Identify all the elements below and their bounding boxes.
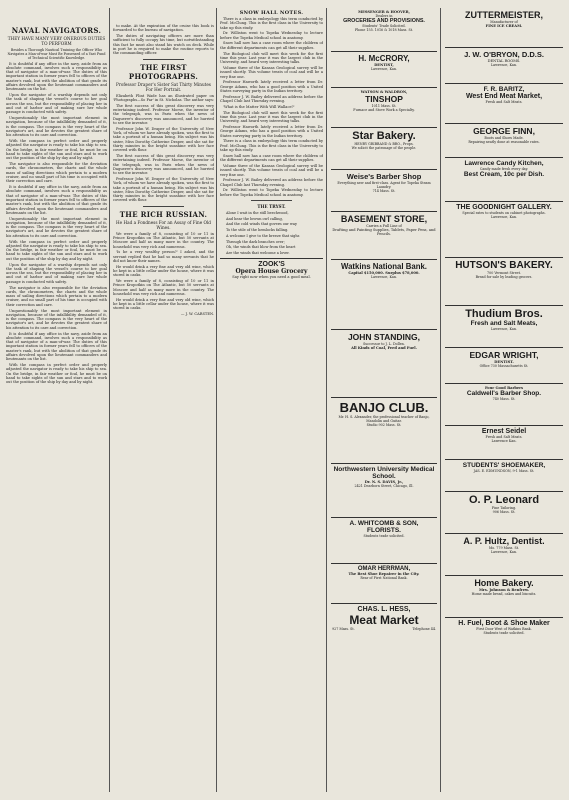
ad-big: H. McCRORY, — [358, 54, 410, 63]
ad-foot: Drafting and Painting Supplies, Tablets, Paper Pens, and Pencils. — [332, 228, 436, 237]
ad-big: O. P. Leonard — [468, 494, 540, 506]
ad-big: GEORGE FINN, — [473, 126, 535, 136]
advertisement — [331, 212, 437, 260]
ad-big: THE GOODNIGHT GALLERY. — [456, 204, 552, 211]
article-paragraph: Elizabeth Flint Wade has an illustrated paper on 'Photographs—So Far' in St. Nicholas. The author says: — [113, 93, 214, 102]
column-photographs-russian — [113, 8, 214, 792]
ad-big: STUDENTS' SHOEMAKER, — [462, 462, 546, 469]
divider — [143, 59, 183, 60]
ad-big: OMAR HERRMAN, — [357, 566, 411, 572]
ad-big: F. R. BARITZ, — [483, 86, 525, 93]
ad-line: Manufacturer of — [490, 20, 518, 24]
article-paragraph: Dr. Williston went to Topeka Wednesday to lecture before the Topeka Medical school in anatomy. — [220, 188, 323, 197]
ad-line: Boots and Shoes Made. — [484, 136, 524, 140]
article-paragraph: The Biological club will meet this week for the first time this year. Last year it was the largest club in the University, and heard very interesting talks. — [220, 110, 323, 124]
ad-big: Home Bakery. — [474, 578, 534, 588]
ad-big: BANJO CLUB. — [339, 400, 429, 415]
advertisement-zooks — [220, 258, 323, 282]
article-subtitle: Professor Draper's Sister Sat Thirty Minutes For Her Portrait. — [116, 81, 211, 92]
column-rule — [216, 8, 217, 792]
article-paragraph: It is doubtful if any office in the navy, aside from an absolute command, involves such a responsibility as that of navigator of a man-of-war. The duties of this important station in former years fell to officers of the master's rank, but with the abolition of that grade its affairs devolved upon the lieutenant commanders and lieutenants on the list. — [6, 185, 107, 215]
article-title: NAVAL NAVIGATORS. — [11, 26, 102, 35]
article-paragraph: There is a class in embryology this term conducted by Prof. McClung. This is the first class in the University to take up this study. — [220, 17, 323, 30]
article-paragraph: It is doubtful if any office in the navy, aside from an absolute command, involves such a responsibility as that of navigator of a man-of-war. The duties of this important station in former years fell to officers of the master's rank, but with the abolition of that grade its affairs devolved upon the lieutenant commanders and lieutenants on the list. — [6, 61, 107, 92]
advertisement — [445, 384, 563, 426]
ad-foot: Home made bread, cakes and biscuits. — [471, 592, 537, 597]
article-paragraph: Professor John W. Draper of the University of New York, of whom we have already spoken, was the first to take a portrait of a human being. His subject was his sister, Miss Dorothy Catherine Draper, and she sat for thirty minutes in the bright sunshine with her face covered with flour. — [113, 176, 214, 203]
ad-foot: Lawrence, Kan. — [370, 275, 398, 280]
ad-foot: Rear of First National Bank. — [360, 576, 408, 581]
article-paragraph: to make. At the expiration of the cruise this book is forwarded to the bureau of navigation. — [113, 24, 214, 33]
advertisement — [331, 464, 437, 518]
poem-line: Alone I wait in the still beechwood, — [226, 210, 289, 215]
column-rule — [326, 8, 327, 792]
column-rule — [440, 8, 441, 792]
advertisement — [445, 348, 563, 384]
ad-big: HUTSON'S BAKERY. — [455, 260, 553, 271]
ad-foot: Best Cream, 10c per Dish. — [463, 171, 545, 178]
article-paragraph: He would drink a very fine and very old wine, which he kept in a little cellar under the house, where it was stored in casks. — [113, 297, 214, 311]
advertisement — [331, 52, 437, 88]
ad-foot: Phone 155. 1016 & 1018 Mass. St. — [354, 28, 414, 33]
ad-line: Candy made fresh every day. — [479, 167, 529, 171]
ad-foot: 714 Mass. St. — [372, 189, 396, 193]
advertisement — [331, 8, 437, 52]
ad-line: 927 Mass. St. — [332, 627, 355, 631]
ad-line: Fine Tailoring. — [491, 506, 517, 510]
ad-line: DENTAL ROOMS. — [487, 59, 521, 63]
ad-big: Star Bakery. — [352, 130, 416, 142]
ad-big: A. WHITCOMB & SON, — [349, 520, 419, 527]
ad-big: A. P. Hultz, Dentist. — [463, 536, 545, 546]
ad-foot: Lawrence, Kan. — [490, 215, 518, 219]
ad-big: JOHN STANDING, — [347, 332, 421, 342]
article-paragraph: Volume three of the Kansas Geological survey will be issued shortly. This volume treats of coal and will be a very fine one. — [220, 65, 323, 79]
advertisement — [445, 534, 563, 576]
ad-line: Successor to J. L. Dollen. — [363, 342, 405, 346]
ad-big: Northwestern University Medical School. — [333, 466, 435, 480]
ad-foot: Furnace and Stove Work a Specialty. — [353, 108, 415, 113]
ad-foot: Office 730 Massachusetts St. — [479, 364, 529, 369]
article-subtitle: He Had a Fondness For an Assay of Fine Old Wines. — [115, 219, 211, 230]
article-paragraph: It is doubtful if any office in the navy, aside from an absolute command, involves such a responsibility as that of navigator of a man-of-war. The duties of this important station in former years fell to officers of the master's rank, but with the abolition of that grade its affairs devolved upon the lieutenant commanders and lieutenants on the list. — [6, 331, 107, 362]
article-paragraph: The navigator is also responsible for the deviation cards, the chronometers, the charts and the whole mass of sailing directions which pertain to a modern cruiser, and no small part of his time is occupied with their correction and care. — [6, 285, 107, 307]
article-paragraph: Unquestionably the most important element in navigation, because of the infallibility demanded of it, is the compass. The compass is the very heart of the navigator's art, and he devotes the greatest share of his attention to its care and correction. — [6, 308, 107, 330]
article-paragraph: He would drink a very fine and very old wine, which he kept in a little cellar under the house, where it was stored in casks. — [113, 264, 214, 278]
ad-foot: We solicit the patronage of the people. — [351, 146, 417, 150]
ad-big: Weise's Barber Shop — [346, 172, 422, 181]
article-paragraph: The navigator is also responsible for the deviation cards, the chronometers, the charts and the whole mass of sailing directions which pertain to a modern cruiser, and no small part of his time is occupied with their correction and care. — [6, 162, 107, 184]
advertisement — [331, 330, 437, 398]
ad-big: Thudium Bros. — [465, 308, 543, 320]
ad-line: HENRY GRIBBAND & BRO., Props. — [354, 142, 414, 146]
advertisement — [445, 158, 563, 202]
ad-line: First Door West of Watkins Bank. — [476, 627, 532, 631]
ad-line: Mr. H. S. Alexander, the professional teacher of Banjo, Mandolin and Guitar. — [338, 415, 430, 423]
ad-line: West End Meat Market, — [465, 93, 543, 100]
article-paragraph: Professor John W. Draper of the University of New York, of whom we have already spoken, was the first to take a portrait of a human being. His subject was his sister, Miss Dorothy Catherine Draper, and she sat for thirty minutes in the bright sunshine with her face covered with flour. — [113, 126, 214, 153]
ad-foot: 2421 Dearborn Street, Chicago, Ill. — [354, 484, 414, 489]
article-intro: Besides a Thorough Nautical Training the Officer Who Navigates a Man-of-war Must Be Possessed of a Vast Fund of Technical Scientific Knowledge. — [7, 48, 106, 60]
ad-foot: Fresh and Salt Meats. — [485, 100, 523, 104]
article-paragraph: 'Is he a very wealthy person?' I asked, and the servant replied that he had so many servants that he did not know their names. — [113, 250, 214, 263]
ad-foot: Lawrence, Kan. — [370, 67, 398, 72]
column-advertisements-2 — [445, 8, 563, 792]
ad-line: Fresh and Salt Meats. — [485, 435, 523, 439]
ad-big: Watkins National Bank. — [341, 262, 427, 271]
ad-line: Dr. N. S. DAVIS, Jr., — [364, 480, 404, 484]
article-paragraph: Professor Haworth lately received a letter from Dr. George Adams, who has a good position with a United States surveying party in the Indian territory. — [220, 125, 323, 138]
ad-big: Meat Market — [349, 613, 419, 627]
article-paragraph: The first success of this great discovery was very entertaining indeed. Professor Morse, the inventor of the telegraph, was in Paris when the news of Daguerre's discovery was announced, and he hurried to see the inventor. — [113, 153, 214, 176]
article-paragraph: Upon the navigator of a warship depends not only the task of shaping the vessel's course to her goal across the sea, but the responsibility of placing her in and out of harbor and of making sure her whole passage is conducted with safety. — [6, 262, 107, 284]
ad-line: Fresh and Salt Meats, — [470, 320, 538, 327]
advertisement — [445, 618, 563, 638]
article-paragraph: With the compass in perfect order and properly adjusted the navigator is ready to take his ship to sea. On the bridge, in fair weather or foul, he must be on hand to take sights of the sun and stars and to work out the position of the ship by day and by night. — [6, 363, 107, 385]
ad-line: Mrs. Johnson & Renfrew. — [478, 588, 530, 592]
advertisement — [445, 84, 563, 124]
article-paragraph: We were a family of 8, consisting of 10 or 11 in Prince Kropotkin on The Atlantic, but 50 servants at Moscow and half as many more in the country. The household was very rich and numerous. — [113, 279, 214, 297]
article-paragraph: Professor J. W. Bailey delivered an address before the Chapel Club last Thursday evening. — [220, 178, 323, 187]
ad-big: ZUTTERMEISTER, — [465, 10, 543, 20]
advertisement — [445, 124, 563, 158]
article-paragraph: Volume three of the Kansas Geological survey will be issued shortly. This volume treats of coal and will be a very fine one. — [220, 163, 323, 177]
ad-line: DENTIST, — [374, 63, 394, 67]
article-title: THE RICH RUSSIAN. — [119, 209, 208, 219]
ad-big: TINSHOP — [365, 94, 403, 105]
advertisement — [445, 48, 563, 84]
article-paragraph: The Biological club will meet this week for the first time this year. Last year it was the largest club in the University, and heard very interesting talks. — [220, 51, 323, 65]
column-snow-hall — [220, 8, 323, 792]
article-paragraph: Snow hall now has a case room where the children of the different departments can get all their supplies. — [220, 153, 323, 163]
ad-big: Caldwell's Barber Shop. — [466, 390, 542, 398]
ad-foot: Lawrence, Kan. — [490, 63, 518, 68]
advertisement — [445, 8, 563, 48]
advertisement — [331, 88, 437, 128]
advertisement — [445, 202, 563, 258]
ad-line: Mo. 779 Mass. St. — [488, 546, 520, 550]
advertisement — [331, 398, 437, 464]
article-paragraph: Unquestionably the most important element in navigation, because of the infallibility demanded of it, is the compass. The compass is the very heart of the navigator's art, and he devotes the greatest share of his attention to its care and correction. — [6, 216, 107, 238]
article-paragraph: The first success of this great discovery was very entertaining indeed. Professor Morse, the inventor of the telegraph, was in Paris when the news of Daguerre's discovery was announced, and he hurried to see the inventor. — [113, 103, 214, 125]
article-paragraph: Snow hall now has a case room where the children of the different departments can get all their supplies. — [220, 41, 323, 50]
article-signature: — J. W. CARSTEN. — [180, 312, 214, 317]
ad-line: Special rates to students on cabinet photographs. — [462, 211, 546, 215]
ad-foot: Lawrence, Kan. — [490, 327, 518, 331]
divider — [143, 206, 183, 207]
ad-foot: Repairing neatly done at reasonable rates. — [468, 140, 540, 144]
ad-big: Lawrence Candy Kitchen, — [464, 160, 544, 167]
ad-foot: FINE ICE CREAM. — [485, 24, 523, 28]
article-title: SNOW HALL NOTES. — [239, 10, 304, 16]
ad-note: Say right now when you need a good meal. — [232, 275, 311, 280]
ad-line: 1011 Mass. St. — [371, 104, 397, 109]
article-paragraph: With the compass in perfect order and properly adjusted the navigator is ready to take his ship to sea. On the bridge, in fair weather or foul, he must be on hand to take sights of the sun and stars and to work out the position of the ship by day and by night. — [6, 139, 107, 161]
ad-sub: Dealers in — [375, 14, 393, 19]
poem-line: Oh, the winds that blow from the heart — [226, 245, 296, 250]
advertisement — [445, 460, 563, 492]
ad-big: EDGAR WRIGHT, — [469, 350, 539, 360]
ad-foot: Lawrence, Kan. — [490, 550, 518, 554]
ad-head: WATSON & WALDRON, — [360, 90, 408, 94]
poem-line: A welcome I give to the breeze that sighs — [226, 233, 300, 238]
article-paragraph: Dr. Williston went to Topeka Wednesday to lecture before the Topeka Medical school in anatomy. — [220, 31, 323, 40]
ad-line: Four Good Barbers — [484, 386, 524, 390]
advertisement — [445, 492, 563, 534]
advertisement — [331, 564, 437, 604]
ad-big: H. Fuel, Boot & Shoe Maker — [458, 620, 550, 627]
ad-big: Ernest Seidel — [481, 428, 527, 435]
article-title: THE FIRST PHOTOGRAPHS. — [128, 62, 199, 81]
advertisement — [445, 426, 563, 460]
poem-title: THE TRYST. — [257, 203, 286, 209]
ad-foot: All Kinds of Coal, Feed and Fuel. — [351, 346, 417, 350]
article-paragraph: The duties of navigating officers are more than sufficient to fully occupy his time, but notwithstanding this fact he must also stand his watch on deck. While in port he is required to make the routine reports to the commanding officer. — [113, 34, 214, 56]
ad-head: MESSENGER & HOOVER, — [358, 10, 410, 14]
divider — [251, 200, 292, 201]
ad-foot: Bread for sale by leading grocers. — [475, 275, 533, 279]
ad-line: Everything new and first-class. Agent for Topeka Steam Laundry. — [337, 181, 431, 189]
ad-foot: Telephone 44. — [412, 627, 436, 631]
ad-foot: Students trade solicited. — [363, 534, 405, 538]
ad-line: DENTIST. — [494, 360, 514, 364]
poem-line: And the cold winds that govern our way — [226, 222, 297, 227]
ad-line: Opera House Grocery — [235, 268, 308, 276]
ad-line: Carries a Full Line of — [366, 224, 402, 228]
ad-name: ZOOK'S — [258, 261, 285, 269]
advertisement — [331, 260, 437, 330]
ad-foot: Lawrence Kan. — [491, 439, 517, 443]
ad-foot: Students trade solicited. — [483, 631, 525, 635]
ad-big: GROCERIES AND PROVISIONS. — [343, 18, 425, 25]
advertisement — [445, 576, 563, 618]
advertisement — [445, 306, 563, 348]
article-paragraph: Professor J. W. Bailey delivered an address before the Chapel Club last Thursday evening. — [220, 94, 323, 104]
poem-line: To the stile of the hemlocks falling. — [226, 228, 289, 233]
ad-foot: Studio 902 Mass. St. — [366, 423, 402, 427]
article-paragraph: Unquestionably the most important element in navigation, because of the infallibility demanded of it, is the compass. The compass is the very heart of the navigator's art, and he devotes the greatest share of his attention to its care and correction. — [6, 116, 107, 138]
ad-big: BASEMENT STORE, — [340, 214, 428, 224]
article-paragraph: Professor Haworth lately received a letter from Dr. George Adams, who has a good position with a United States surveying party in the Indian territory. — [220, 80, 323, 93]
advertisement — [331, 518, 437, 564]
ad-line: The Best Shoe Repairer in the City. — [348, 572, 420, 576]
article-paragraph: With the compass in perfect order and properly adjusted the navigator is ready to take his ship to sea. On the bridge, in fair weather or foul, he must be on hand to take sights of the sun and stars and to work out the position of the ship by day and by night. — [6, 239, 107, 261]
poem-line: Are the winds that welcome a lover. — [226, 250, 290, 255]
column-advertisements-1 — [331, 8, 437, 792]
ad-head: CHAS. L. HESS, — [357, 606, 411, 613]
ad-line: Capital $150,000. Surplus $78,000. — [348, 271, 420, 275]
ad-line: FLORISTS. — [367, 527, 401, 534]
ad-line: Students' Trade Solicited. — [362, 24, 406, 29]
advertisement — [331, 128, 437, 170]
advertisement — [445, 258, 563, 306]
column-rule — [109, 8, 110, 792]
advertisement — [331, 604, 437, 634]
poem-line: And hear the brown owl calling, — [226, 216, 283, 221]
article-paragraph: We were a family of 8, consisting of 10 or 11 in Prince Kropotkin on The Atlantic, but 50 servants at Moscow and half as many more in the country. The household was very rich and numerous. — [113, 231, 214, 249]
article-paragraph: Upon the navigator of a warship depends not only the task of shaping the vessel's course to her goal across the sea, but the responsibility of placing her in and out of harbor and of making sure her whole passage is conducted with safety. — [6, 93, 107, 115]
article-paragraph: There is a class in embryology this term conducted by Prof. McClung. This is the first class in the University to take up this study. — [220, 139, 323, 153]
ad-foot: 906 Mass. St. — [492, 510, 516, 514]
article-subtitle: THEY HAVE MANY VERY ONEROUS DUTIES TO PERFORM — [7, 36, 106, 46]
article-paragraph: 'What is the Matter With Will Wallace?' — [223, 104, 295, 109]
column-naval-navigators — [6, 8, 107, 792]
ad-big: J. W. O'BRYON, D.D.S. — [464, 50, 544, 59]
ad-line: 700 Vermont Street. — [487, 271, 521, 275]
poem-line: Through the dark branches over; — [226, 239, 285, 244]
advertisement — [331, 170, 437, 212]
ad-foot: 740 Mass. St. — [492, 397, 516, 402]
ad-line: JAS. E. EDMUNDSON, 9-1 Mass. St. — [473, 469, 535, 473]
